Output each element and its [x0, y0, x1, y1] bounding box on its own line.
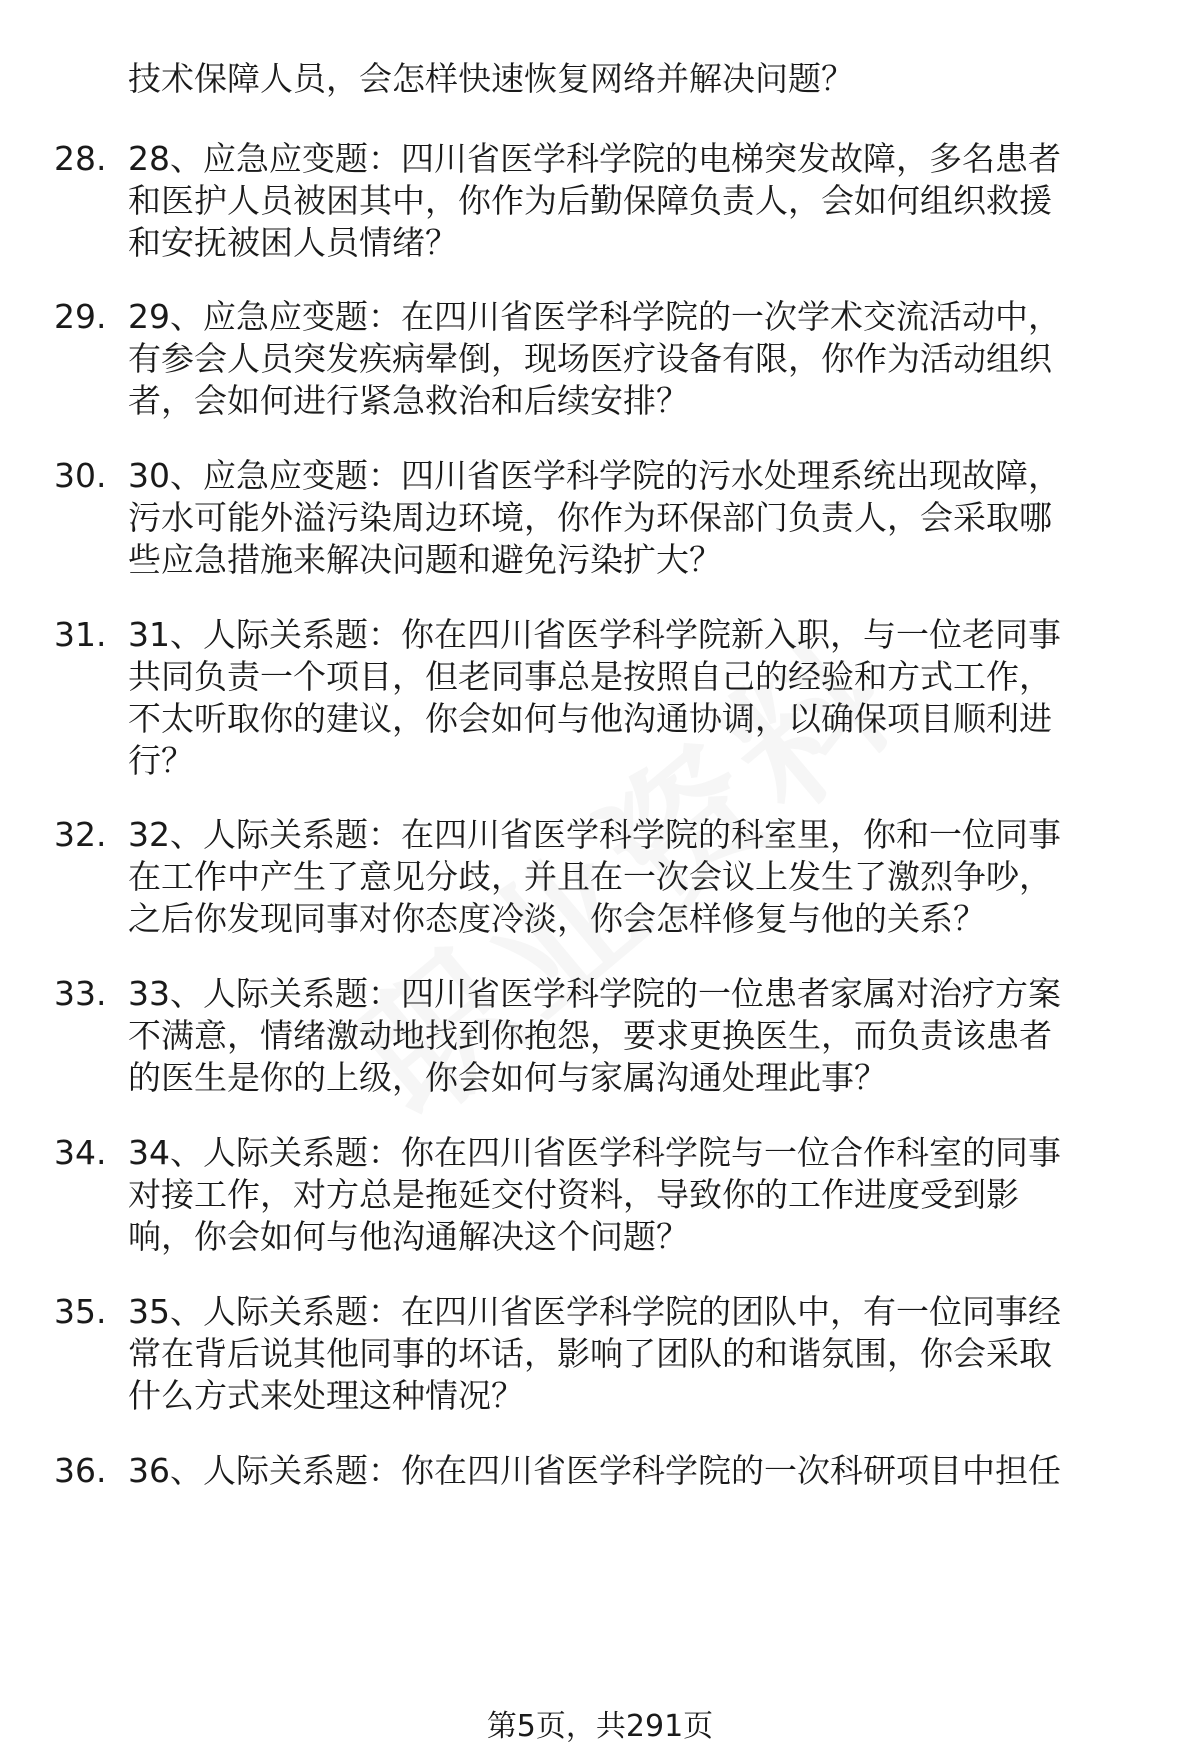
- question-text-line: 和医护人员被困其中，你作为后勤保障负责人，会如何组织救援: [128, 181, 1052, 220]
- question-text-line: 有参会人员突发疾病晕倒，现场医疗设备有限，你作为活动组织: [128, 339, 1052, 378]
- question-text-line: 什么方式来处理这种情况？: [128, 1376, 524, 1415]
- question-text-line: 30、应急应变题：四川省医学科学院的污水处理系统出现故障，: [128, 456, 1061, 495]
- question-text-line: 者，会如何进行紧急救治和后续安排？: [128, 381, 689, 420]
- question-text-line: 29、应急应变题：在四川省医学科学院的一次学术交流活动中，: [128, 297, 1061, 336]
- question-text-line: 常在背后说其他同事的坏话，影响了团队的和谐氛围，你会采取: [128, 1334, 1052, 1373]
- question-text-line: 35、人际关系题：在四川省医学科学院的团队中，有一位同事经: [128, 1292, 1061, 1331]
- question-text-line: 33、人际关系题：四川省医学科学院的一位患者家属对治疗方案: [128, 974, 1061, 1013]
- question-text-line: 28、应急应变题：四川省医学科学院的电梯突发故障，多名患者: [128, 139, 1061, 178]
- question-text-line: 响，你会如何与他沟通解决这个问题？: [128, 1217, 689, 1256]
- question-text-line: 的医生是你的上级，你会如何与家属沟通处理此事？: [128, 1058, 887, 1097]
- question-text-line: 对接工作，对方总是拖延交付资料，导致你的工作进度受到影: [128, 1175, 1019, 1214]
- question-text-line: 不太听取你的建议，你会如何与他沟通协调，以确保项目顺利进: [128, 699, 1052, 738]
- question-number: 28.: [54, 139, 107, 178]
- continued-line: 技术保障人员，会怎样快速恢复网络并解决问题？: [128, 59, 854, 98]
- question-number: 32.: [54, 815, 107, 854]
- question-text-line: 31、人际关系题：你在四川省医学科学院新入职，与一位老同事: [128, 615, 1061, 654]
- question-number: 34.: [54, 1133, 107, 1172]
- question-number: 36.: [54, 1451, 107, 1490]
- question-text-line: 在工作中产生了意见分歧，并且在一次会议上发生了激烈争吵，: [128, 857, 1052, 896]
- question-number: 35.: [54, 1292, 107, 1331]
- question-text-line: 行？: [128, 741, 194, 780]
- question-text-line: 之后你发现同事对你态度冷淡，你会怎样修复与他的关系？: [128, 899, 986, 938]
- question-text-line: 36、人际关系题：你在四川省医学科学院的一次科研项目中担任: [128, 1451, 1061, 1490]
- question-text-line: 些应急措施来解决问题和避免污染扩大？: [128, 540, 722, 579]
- question-text-line: 和安抚被困人员情绪？: [128, 223, 458, 262]
- question-number: 33.: [54, 974, 107, 1013]
- question-number: 31.: [54, 615, 107, 654]
- question-number: 30.: [54, 456, 107, 495]
- page-footer: 第5页，共291页: [486, 1709, 714, 1744]
- question-text-line: 共同负责一个项目，但老同事总是按照自己的经验和方式工作，: [128, 657, 1052, 696]
- question-text-line: 34、人际关系题：你在四川省医学科学院与一位合作科室的同事: [128, 1133, 1061, 1172]
- question-text-line: 32、人际关系题：在四川省医学科学院的科室里，你和一位同事: [128, 815, 1061, 854]
- question-number: 29.: [54, 297, 107, 336]
- question-text-line: 不满意，情绪激动地找到你抱怨，要求更换医生，而负责该患者: [128, 1016, 1052, 1055]
- question-text-line: 污水可能外溢污染周边环境，你作为环保部门负责人，会采取哪: [128, 498, 1052, 537]
